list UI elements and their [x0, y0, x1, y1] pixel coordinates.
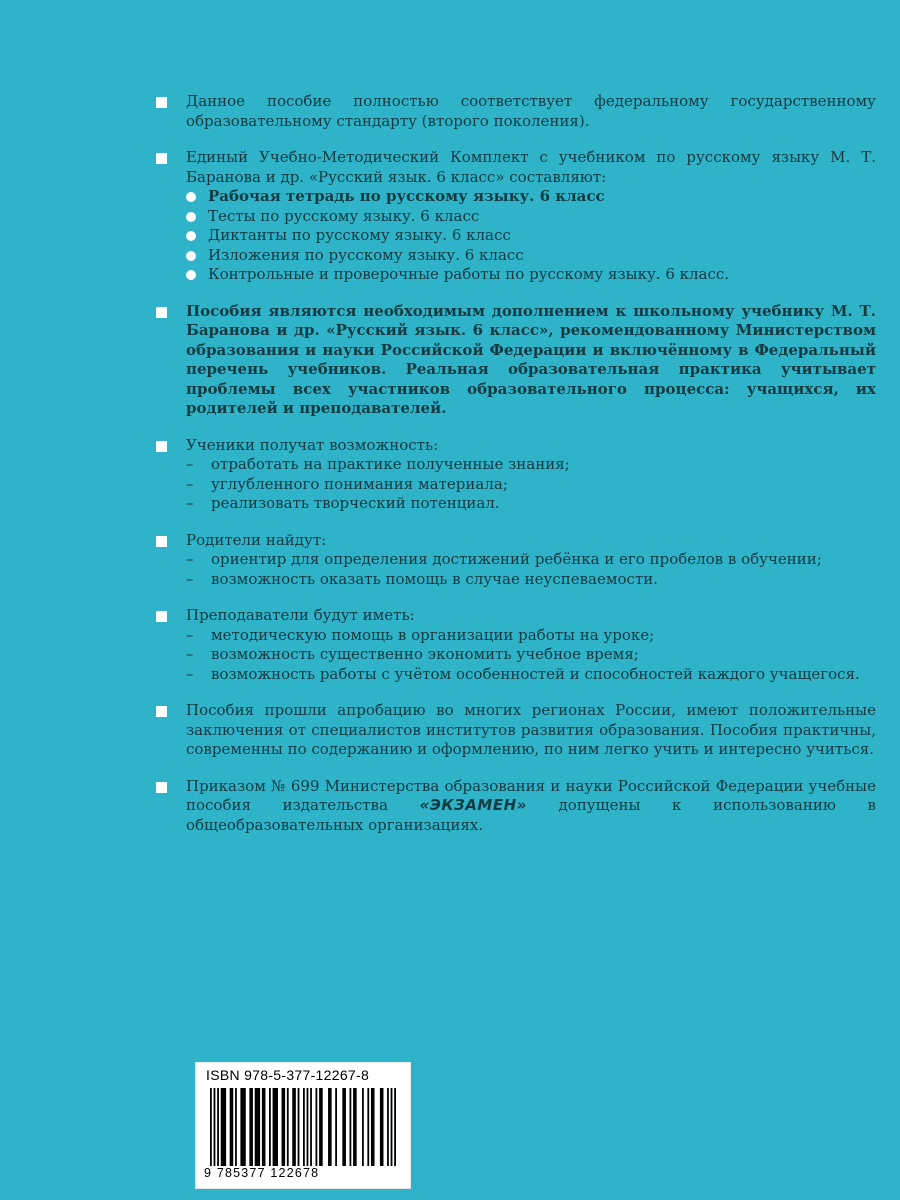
- barcode-bar: [214, 1088, 216, 1166]
- list-item: – возможность оказать помощь в случае неуспеваемости.: [186, 569, 659, 588]
- barcode-bar: [391, 1088, 393, 1166]
- block-parents: [156, 531, 876, 590]
- barcode-bar: [367, 1088, 369, 1166]
- barcode-bar: [328, 1088, 332, 1166]
- paragraph: Родители найдут:: [186, 530, 327, 549]
- barcode-bar: [353, 1088, 357, 1166]
- block-approbation: [156, 701, 876, 760]
- round-bullet-icon: [186, 231, 196, 241]
- barcode-bar: [362, 1088, 364, 1166]
- paragraph: Преподаватели будут иметь:: [186, 606, 415, 624]
- list-item: – возможность существенно экономить учебное время;: [186, 645, 639, 663]
- square-bullet-icon: [156, 97, 167, 108]
- barcode-bar: [371, 1088, 375, 1166]
- ean-digits: 9 785377 122678: [204, 1166, 320, 1180]
- round-bullet-icon: [186, 270, 196, 280]
- round-bullet-icon: [186, 251, 196, 261]
- list-item: – ориентир для определения достижений ребёнка и его пробелов в обучении;: [186, 550, 822, 568]
- barcode-bar: [249, 1088, 253, 1166]
- paragraph: Приказом № 699 Министерства образования и науки Российской Федерации учебные пособия издательства «ЭКЗАМЕН» допущены к использованию в общеобразовательных организациях.: [186, 776, 876, 834]
- dash-bullet-icon: –: [186, 455, 194, 473]
- paragraph: Единый Учебно-Методический Комплект с учебником по русскому языку М. Т. Баранова и др. «Русский язык. 6 класс» составляют:: [186, 148, 876, 186]
- list-item: – возможность работы с учётом особенностей и способностей каждого учащегося.: [186, 664, 860, 683]
- barcode-bar: [235, 1088, 237, 1166]
- list-item: – реализовать творческий потенциал.: [186, 494, 500, 512]
- barcode-bar: [282, 1088, 286, 1166]
- list-item: – отработать на практике полученные знания;: [186, 455, 570, 473]
- square-bullet-icon: [156, 307, 167, 318]
- barcode-bar: [217, 1088, 219, 1166]
- students-list: [186, 455, 876, 514]
- barcode-bar: [230, 1088, 234, 1166]
- barcode-bar: [316, 1088, 318, 1166]
- paragraph: Данное пособие полностью соответствует федеральному государственному образовательному стандарту (второго поколения).: [186, 92, 876, 130]
- barcode-bar: [273, 1088, 278, 1166]
- list-item: Рабочая тетрадь по русскому языку. 6 класс: [186, 187, 876, 207]
- dash-bullet-icon: –: [186, 569, 194, 588]
- barcode-bar: [287, 1088, 289, 1166]
- list-item: Тесты по русскому языку. 6 класс: [186, 207, 876, 227]
- square-bullet-icon: [156, 536, 167, 547]
- barcode-bar: [240, 1088, 245, 1166]
- dash-bullet-icon: –: [186, 645, 194, 663]
- barcode-bar: [307, 1088, 309, 1166]
- dash-bullet-icon: –: [186, 494, 194, 512]
- list-item: Изложения по русскому языку. 6 класс: [186, 246, 876, 266]
- block-students: [156, 436, 876, 514]
- barcode-bar: [262, 1088, 266, 1166]
- parents-list: [186, 550, 876, 589]
- barcode-bar: [350, 1088, 352, 1166]
- back-cover-text: [156, 92, 876, 852]
- list-item: Диктанты по русскому языку. 6 класс: [186, 226, 876, 246]
- block-umk: [156, 148, 876, 285]
- barcode-bar: [292, 1088, 296, 1166]
- barcode-bar: [303, 1088, 305, 1166]
- barcode-bar: [380, 1088, 384, 1166]
- barcode-bar: [298, 1088, 300, 1166]
- paragraph: Пособия являются необходимым дополнением к школьному учебнику М. Т. Баранова и др. «Русский язык. 6 класс», рекомендованному Министерством образования и науки Российской Федерации и включённому в Федеральный перечень учебников. Реальная образовательная практика учитывает проблемы всех участников образовательного процесса: учащихся, их родителей и преподавателей.: [186, 301, 876, 417]
- dash-bullet-icon: –: [186, 625, 194, 644]
- barcode-bar: [255, 1088, 260, 1166]
- teachers-list: [186, 626, 876, 685]
- dash-bullet-icon: –: [186, 664, 194, 683]
- umk-list: [186, 187, 876, 285]
- square-bullet-icon: [156, 441, 167, 452]
- barcode-bar: [269, 1088, 271, 1166]
- barcode-bar: [221, 1088, 226, 1166]
- barcode-bar: [319, 1088, 323, 1166]
- square-bullet-icon: [156, 706, 167, 717]
- barcode-bar: [335, 1088, 337, 1166]
- barcode-bar: [394, 1088, 396, 1166]
- list-item: – методическую помощь в организации работы на уроке;: [186, 625, 655, 644]
- block-order: [156, 777, 876, 836]
- round-bullet-icon: [186, 212, 196, 222]
- square-bullet-icon: [156, 153, 167, 164]
- square-bullet-icon: [156, 782, 167, 793]
- list-item: Контрольные и проверочные работы по русскому языку. 6 класс.: [186, 265, 876, 285]
- block-supplement: [156, 302, 876, 419]
- barcode-bar: [210, 1088, 212, 1166]
- dash-bullet-icon: –: [186, 550, 194, 568]
- block-teachers: [156, 606, 876, 684]
- square-bullet-icon: [156, 611, 167, 622]
- barcode-bar: [342, 1088, 346, 1166]
- list-item: – углубленного понимания материала;: [186, 474, 508, 493]
- barcode-icon: [210, 1088, 396, 1166]
- round-bullet-icon: [186, 192, 196, 202]
- dash-bullet-icon: –: [186, 474, 194, 493]
- isbn-label: ISBN 978-5-377-12267-8: [206, 1067, 370, 1083]
- paragraph: Ученики получат возможность:: [186, 435, 439, 454]
- publisher-brand: «ЭКЗАМЕН»: [419, 796, 527, 814]
- paragraph: Пособия прошли апробацию во многих регионах России, имеют положительные заключения от специалистов институтов развития образования. Пособия практичны, современны по содержанию и оформлению, по ним легко учить и интересно учиться.: [186, 701, 876, 758]
- barcode-bar: [387, 1088, 389, 1166]
- isbn-sticker: [195, 1062, 411, 1189]
- barcode-bar: [310, 1088, 312, 1166]
- block-standard: [156, 92, 876, 131]
